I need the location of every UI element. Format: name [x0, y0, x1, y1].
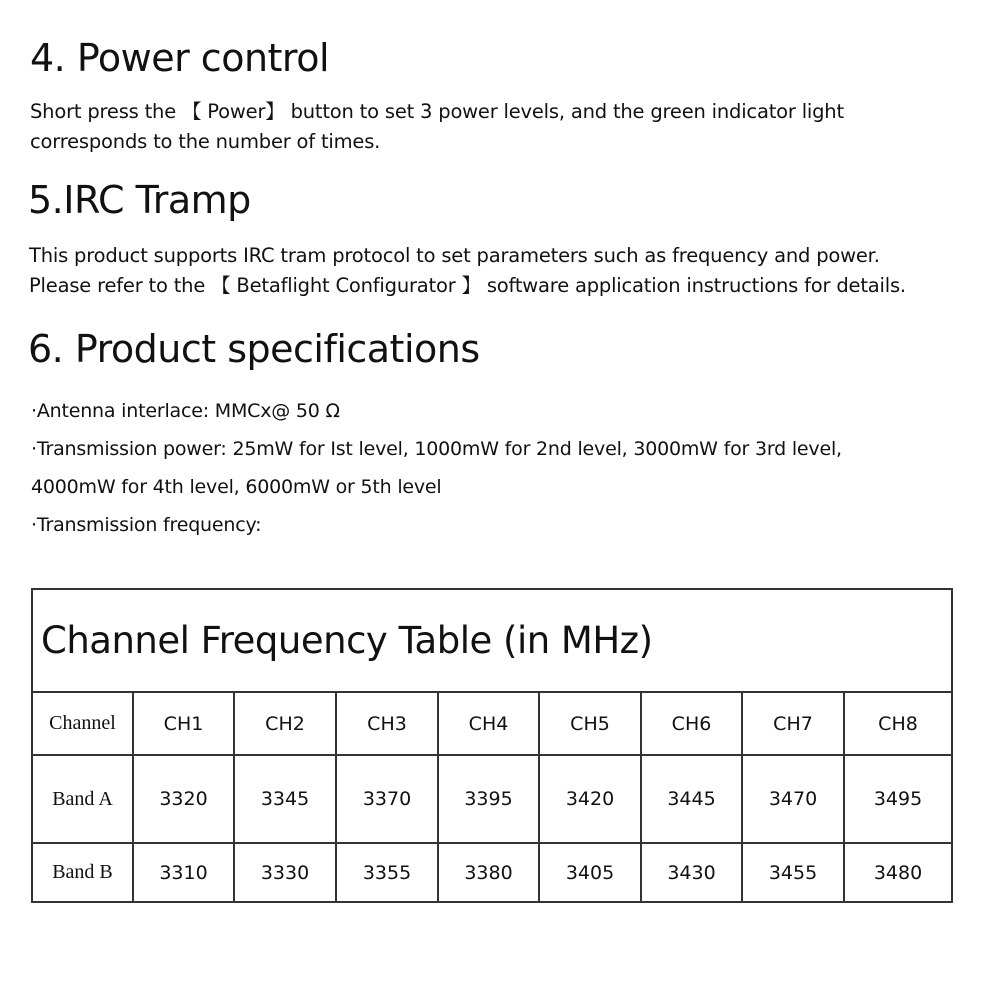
power-control-line-1: Short press the 【 Power】 button to set 3 power levels, and the green indicator light [30, 100, 844, 123]
header-cell: CH7 [742, 692, 844, 755]
table-cell: 3405 [539, 843, 641, 902]
table-row-band-a [32, 755, 952, 843]
power-control-line-2: corresponds to the number of times. [30, 130, 381, 153]
table-cell: 3380 [438, 843, 539, 902]
table-cell: 3395 [438, 755, 539, 843]
section-heading-product-specifications: 6. Product specifications [28, 327, 480, 371]
table-cell: 3480 [844, 843, 952, 902]
table-cell: 3445 [641, 755, 742, 843]
table-cell: 3455 [742, 843, 844, 902]
channel-frequency-table [31, 588, 953, 903]
spec-frequency: ·Transmission frequency: [31, 514, 262, 536]
table-cell: 3310 [133, 843, 234, 902]
section-heading-power-control: 4. Power control [30, 36, 330, 80]
header-cell: CH5 [539, 692, 641, 755]
table-cell: 3420 [539, 755, 641, 843]
table-title: Channel Frequency Table (in MHz) [32, 589, 952, 692]
table-cell: 3370 [336, 755, 438, 843]
table-cell: 3345 [234, 755, 336, 843]
header-cell: CH1 [133, 692, 234, 755]
spec-antenna: ·Antenna interlace: MMCx@ 50 Ω [31, 400, 340, 422]
spec-power-line-1: ·Transmission power: 25mW for Ist level, 1000mW for 2nd level, 3000mW for 3rd level, [31, 438, 842, 460]
row-label: Band A [32, 755, 133, 843]
header-cell: CH4 [438, 692, 539, 755]
header-cell: Channel [32, 692, 133, 755]
header-cell: CH8 [844, 692, 952, 755]
table-header-row [32, 692, 952, 755]
header-cell: CH2 [234, 692, 336, 755]
row-label: Band B [32, 843, 133, 902]
table-cell: 3355 [336, 843, 438, 902]
header-cell: CH3 [336, 692, 438, 755]
header-cell: CH6 [641, 692, 742, 755]
table-cell: 3320 [133, 755, 234, 843]
table-cell: 3495 [844, 755, 952, 843]
section-heading-irc-tramp: 5.IRC Tramp [28, 178, 251, 222]
table-cell: 3470 [742, 755, 844, 843]
irc-tramp-line-1: This product supports IRC tram protocol to set parameters such as frequency and power. [29, 244, 880, 267]
table-cell: 3330 [234, 843, 336, 902]
table-row-band-b [32, 843, 952, 902]
irc-tramp-line-2: Please refer to the 【 Betaflight Configurator 】 software application instructions for details. [29, 274, 906, 297]
spec-power-line-2: 4000mW for 4th level, 6000mW or 5th level [31, 476, 442, 498]
table-cell: 3430 [641, 843, 742, 902]
